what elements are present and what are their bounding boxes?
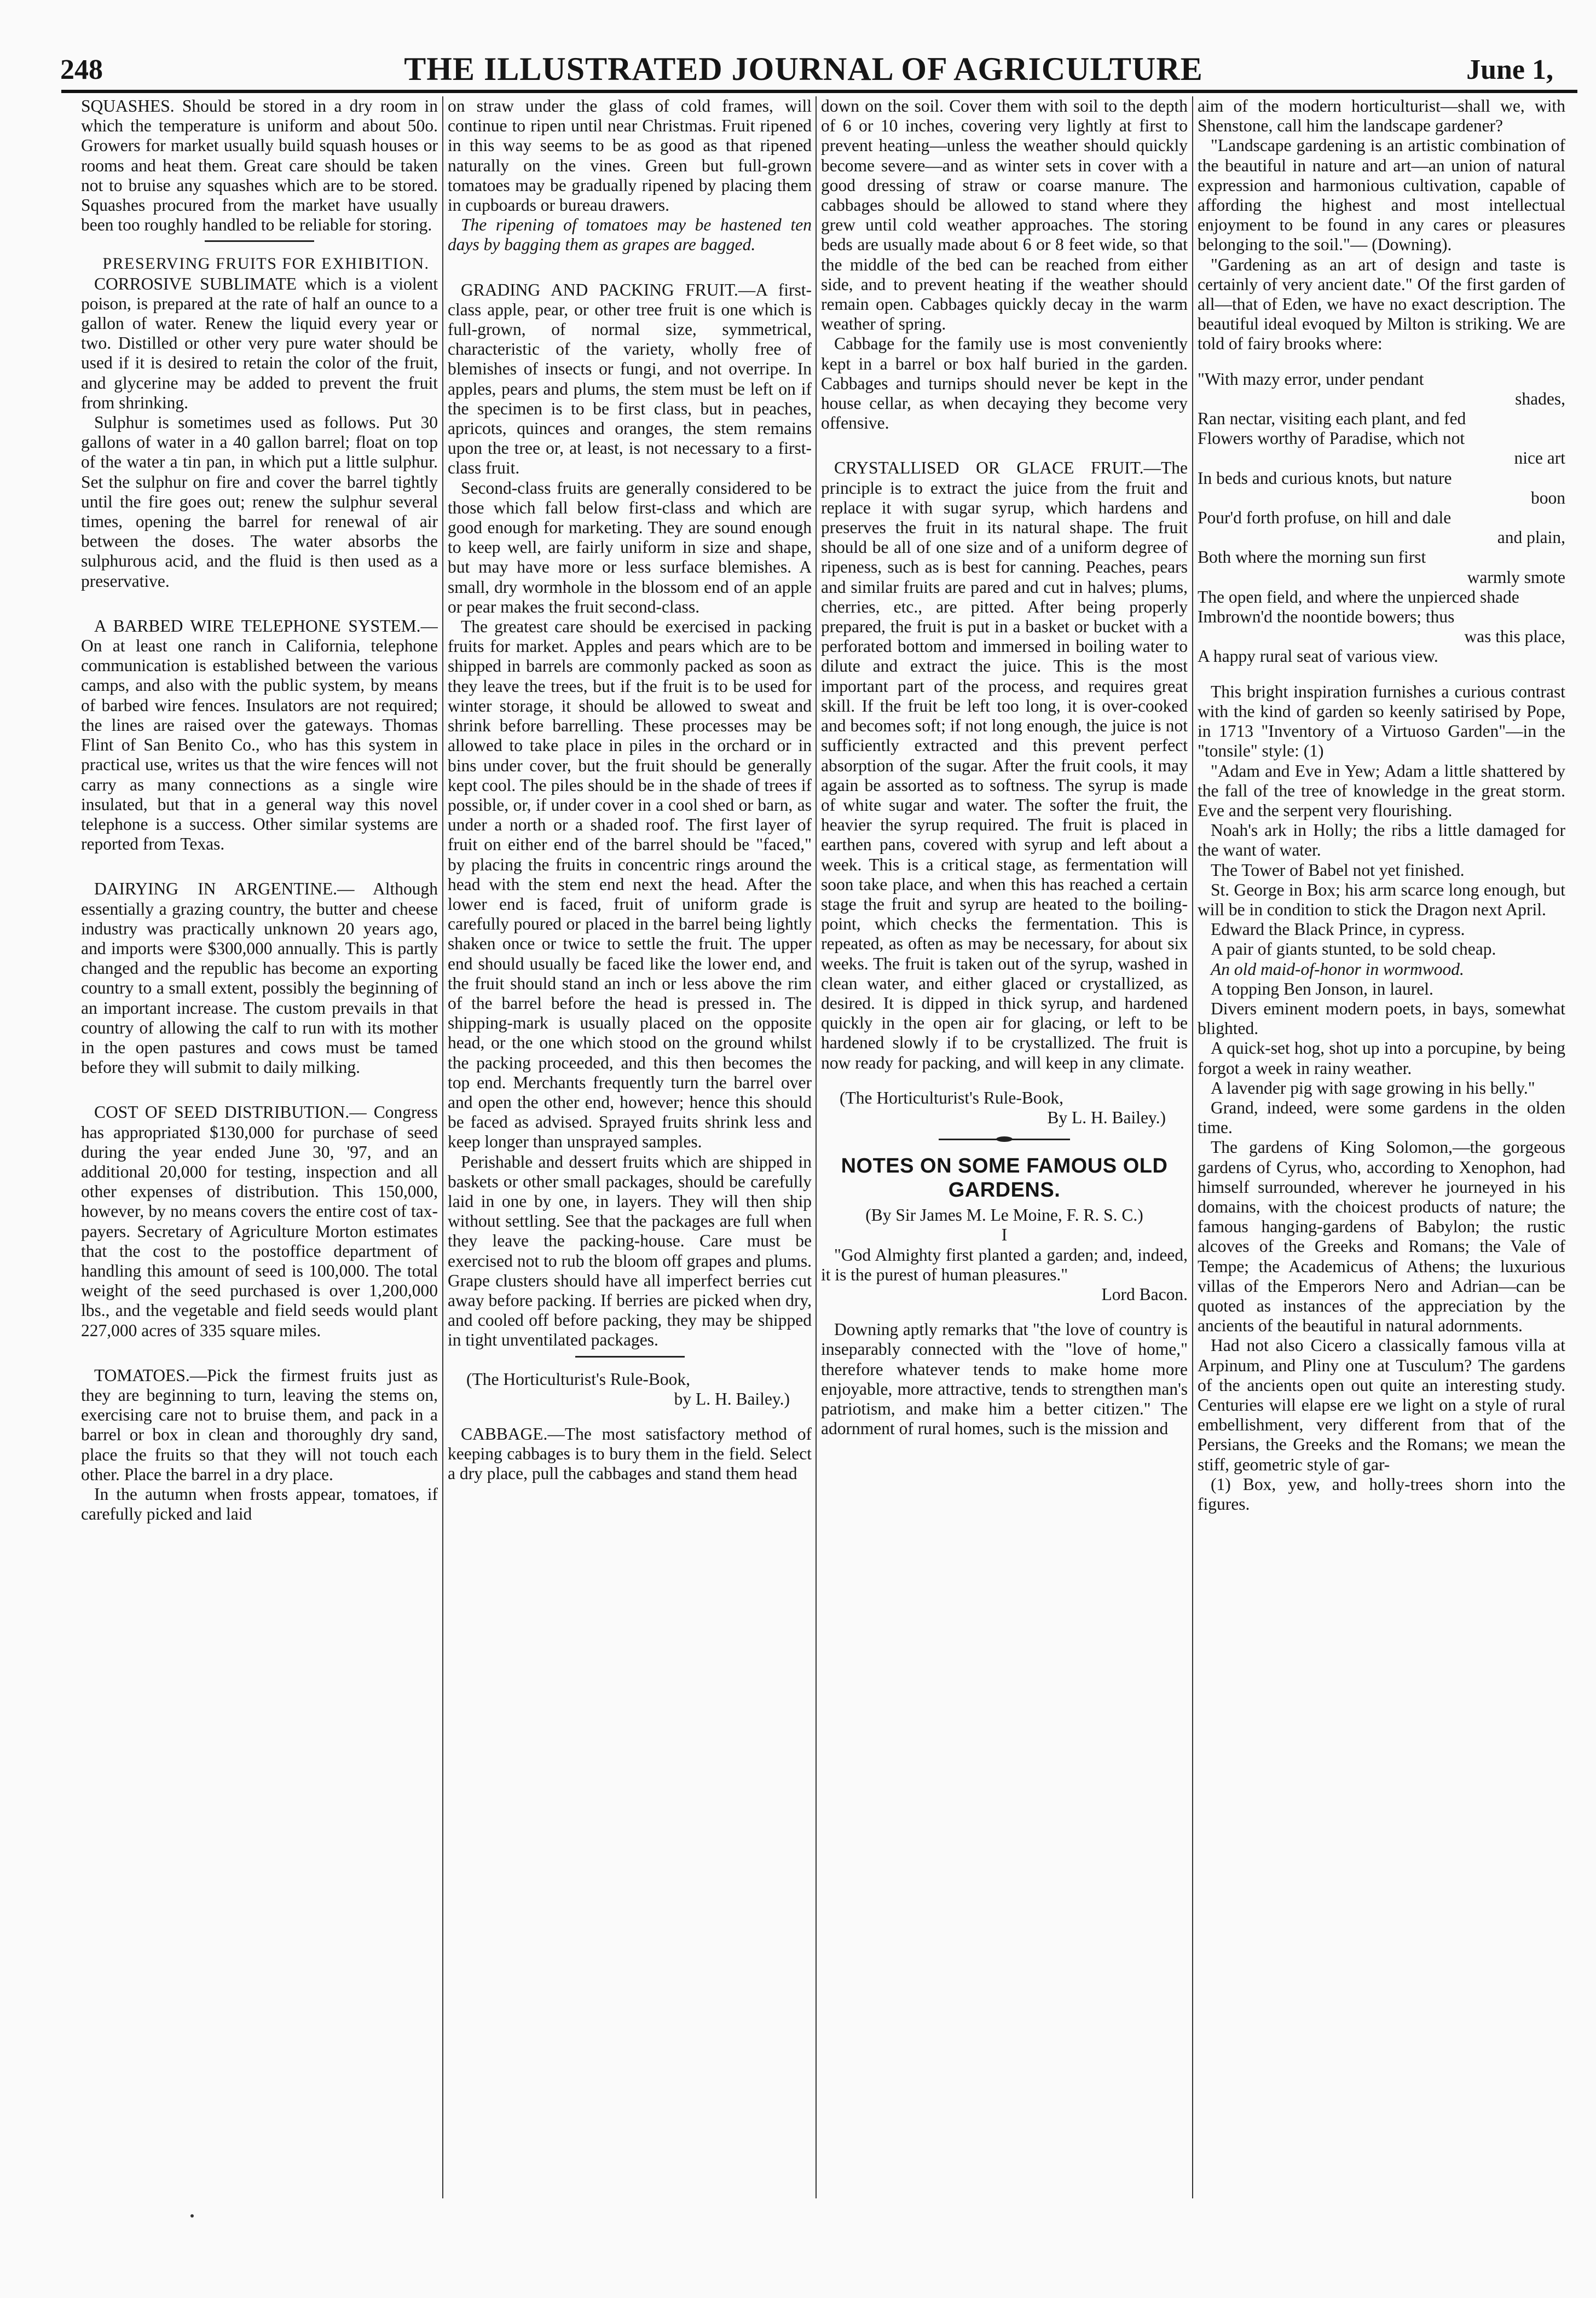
article-tomatoes-p2: In the autumn when frosts appear, tomatoes, if carefully picked and laid	[81, 1485, 438, 1524]
article-cabbage-cont: down on the soil. Cover them with soil to the depth of 6 or 10 inches, covering very lightly at first to prevent heating—unless the weather should quickly become severe—and as winter sets in cover with a good dressing of straw or coarse manure. The cabbages should be allowed to stand where they grew until cold weather approaches. The storing beds are usually made about 6 or 8 feet wide, so that the middle of the bed can be reached from either side, and to prevent heating if the weather should remain open. Cabbages quickly decay in the warm weather of spring.	[821, 96, 1188, 334]
inventory-item: Edward the Black Prince, in cypress.	[1211, 920, 1465, 939]
article-tomatoes-cont: on straw under the glass of cold frames, will continue to ripen until near Christmas. Fruit ripened in this way seems to be as good as that ripened naturally on the vines. Green but full-grown tomatoes may be gradually ripened by placing them in cupboards or bureau drawers.	[448, 96, 812, 215]
ornamental-separator	[939, 1138, 1070, 1141]
byline: (By Sir James M. Le Moine, F. R. S. C.)	[865, 1205, 1143, 1225]
source-citation-line2: By L. H. Bailey.)	[1047, 1107, 1166, 1127]
article-grading-p4: Perishable and dessert fruits which are shipped in baskets or other small packages, should be carefully laid in one by one, in layers. They will then ship without settling. See that the packages are full when they leave the packing-house. Care must be exercised not to rub the bloom off grapes and plums. Grape clusters should have all imperfect berries cut away before packing. If berries are picked when dry, and cooled off before packing, they may be shipped in tight unventilated packages.	[448, 1152, 812, 1350]
inventory-item: A lavender pig with sage growing in his belly."	[1211, 1078, 1535, 1098]
poem-line: nice art	[1514, 448, 1565, 468]
inventory-item: "Adam and Eve in Yew; Adam a little shattered by the fall of the tree of knowledge in the great storm. Eve and the serpent very flourishing.	[1198, 761, 1565, 820]
paragraph-gardening: "Gardening as an art of design and taste is certainly of very ancient date." Of the first garden of all—that of Eden, we have no exact description. The beautiful ideal evoqued by Milton is striking. We are told of fairy brooks where:	[1198, 255, 1565, 354]
article-crystallised-fruit: CRYSTALLISED OR GLACE FRUIT.—The principle is to extract the juice from the fruit and replace it with sugar syrup, which hardens and preserves the fruit in its natural shape. The fruit should be all of one size and of a uniform degree of ripeness, such as is best for canning. Peaches, pears and similar fruits are pared and cut in halves; plums, cherries, etc., are pitted. After being properly prepared, the fruit is put in a basket or bucket with a perforated bottom and immersed in boiling water to dilute and extract the juice. This is the most important part of the process, and requires great skill. If the fruit be left too long, it is over-cooked and becomes soft; if not long enough, the juice is not sufficiently extracted and this prevent perfect absorption of the sugar. After the fruit cools, it may again be assorted as to softness. The syrup is made of white sugar and water. The softer the fruit, the heavier the syrup required. The fruit is placed in earthen pans, covered with syrup and left about a week. This is a critical stage, as fermentation will soon take place, and when this has reached a certain stage the fruit and syrup are heated to the boiling-point, which checks the fermentation. This is repeated, as often as may be necessary, for about six weeks. The fruit is taken out of the syrup, washed in clean water, and either glaced or crystallized, as desired. It is dipped in thick syrup, and hardened quickly in the open air for glacing, or left to be hardened slowly if to be crystallized. The fruit is now ready for packing, and will keep in any climate.	[821, 458, 1188, 1072]
inventory-item: A quick-set hog, shot up into a porcupine, by being forgot a week in rainy weather.	[1198, 1038, 1565, 1078]
page-number: 248	[60, 54, 103, 85]
column-2	[448, 96, 812, 2209]
column-1	[81, 96, 438, 2209]
paragraph-aim: aim of the modern horticulturist—shall we, with Shenstone, call him the landscape gardener?	[1198, 96, 1565, 136]
source-citation-line2: by L. H. Bailey.)	[674, 1389, 790, 1408]
poem-line: and plain,	[1497, 528, 1565, 547]
article-grading-p2: Second-class fruits are generally considered to be those which fall below first-class and which are good enough for marketing. They are sound enough to keep well, are fairly uniform in size and shape, but may have more or less surface blemishes. A small, dry wormhole in the blossom end of an apple or pear makes the fruit second-class.	[448, 478, 812, 616]
poem-line: Imbrown'd the noontide bowers; thus	[1198, 607, 1455, 627]
article-barbed-wire-telephone: A BARBED WIRE TELEPHONE SYSTEM.—On at least one ranch in California, telephone communication is established between the various camps, and also with the public system, by means of barbed wire fences. Insulators are not required; the lines are raised over the gateways. Thomas Flint of San Benito Co., who has this system in practical use, writes us that the wire fences will not carry as many connections as a single wire insulated, but that in a general way this novel telephone is a success. Other similar systems are reported from Texas.	[81, 616, 438, 854]
journal-title: THE ILLUSTRATED JOURNAL OF AGRICULTURE	[404, 51, 1203, 87]
column-4	[1198, 96, 1565, 2209]
article-preserving-p1: CORROSIVE SUBLIMATE which is a violent poison, is prepared at the rate of half an ounce to a gallon of water. Renew the liquid every year or two. Distilled or other very pure water should be used if it is desired to retain the color of the fruit, and glycerine may be added to prevent the fruit from shrinking.	[81, 274, 438, 412]
inventory-item: The Tower of Babel not yet finished.	[1211, 860, 1465, 880]
issue-date: June 1,	[1466, 54, 1553, 85]
poem-line: The open field, and where the unpierced shade	[1198, 587, 1519, 607]
separator	[205, 240, 314, 242]
paragraph-grand: Grand, indeed, were some gardens in the olden time.	[1198, 1098, 1565, 1138]
column-3	[821, 96, 1188, 2209]
column-divider	[442, 96, 443, 2198]
poem-line: Both where the morning sun first	[1198, 547, 1426, 567]
inventory-item: An old maid-of-honor in wormwood.	[1211, 959, 1464, 979]
paragraph-cicero: Had not also Cicero a classically famous villa at Arpinum, and Pliny one at Tusculum? The gardens of the ancients open out quite an interesting study. Centuries will elapse ere we light on a style of rural embellishment, very different from that of the Persians, the Greeks and the Romans; we mean the stiff, geometric style of gar-	[1198, 1336, 1565, 1474]
article-cabbage: CABBAGE.—The most satisfactory method of keeping cabbages is to bury them in the field. Select a dry place, pull the cabbages and stand them head	[448, 1424, 812, 1483]
inventory-list	[1198, 761, 1565, 1098]
inventory-item: St. George in Box; his arm scarce long enough, but will be in condition to stick the Dragon next April.	[1198, 880, 1565, 919]
paragraph-landscape: "Landscape gardening is an artistic combination of the beautiful in nature and art—an union of natural expression and harmonious cultivation, capable of affording the highest and most intellectual enjoyment to be found in any cares or pleasures belonging to the soil."— (Downing).	[1198, 136, 1565, 255]
heading-preserving-fruits: PRESERVING FRUITS FOR EXHIBITION.	[102, 255, 430, 273]
article-cabbage-p2: Cabbage for the family use is most conveniently kept in a barrel or box half buried in the garden. Cabbages and turnips should never be kept in the house cellar, as when decaying they become very offensive.	[821, 334, 1188, 433]
poem-line: In beds and curious knots, but nature	[1198, 468, 1452, 488]
paragraph-pope: This bright inspiration furnishes a curious contrast with the kind of garden so keenly satirised by Pope, in 1713 "Inventory of a Virtuoso Garden"—in the "tonsile" style: (1)	[1198, 682, 1565, 761]
poem-line: A happy rural seat of various view.	[1198, 646, 1438, 666]
page-header	[32, 50, 1575, 90]
article-seed-distribution: COST OF SEED DISTRIBUTION.— Congress has appropriated $130,000 for purchase of seed during the year ended June 30, '97, and an additional 20,000 for testing, inspection and all other expenses of distribution. This 150,000, however, by no means covers the entire cost of tax-payers. Secretary of Agriculture Morton estimates that the cost to the postoffice department of handling this amount of seed is 100,000. The total weight of the seed purchased is over 1,200,000 lbs., and the vegetable and field seeds would plant 227,000 acres of 335 square miles.	[81, 1102, 438, 1340]
epigraph-quote: "God Almighty first planted a garden; and, indeed, it is the purest of human pleasures."	[821, 1245, 1188, 1284]
column-divider	[1192, 96, 1193, 2198]
source-citation-line1: (The Horticulturist's Rule-Book,	[466, 1369, 690, 1389]
article-dairying-argentine: DAIRYING IN ARGENTINE.— Although essentially a grazing country, the butter and cheese industry was practically unknown 20 years ago, and imports were $300,000 annually. This is partly changed and the republic has become an exporting country to a small extent, possibly the beginning of an important increase. The custom prevails in that country of allowing the calf to run with its mother in the open pastures and cows must be tamed before they will submit to daily milking.	[81, 879, 438, 1077]
poem-line: "With mazy error, under pendant	[1198, 369, 1424, 389]
article-squashes: SQUASHES. Should be stored in a dry room in which the temperature is uniform and about 50o. Growers for market usually build squash houses or rooms and heat them. Great care should be taken not to bruise any squashes which are to be stored. Squashes procured from the market have usually been too roughly handled to be reliable for storing.	[81, 96, 438, 235]
article-tomatoes-p1: TOMATOES.—Pick the firmest fruits just as they are beginning to turn, leaving the stems on, exercising care not to bruise them, and pack in a barrel or box in clean and thoroughly dry sand, place the fruits so that they will not touch each other. Place the barrel in a dry place.	[81, 1365, 438, 1484]
article-tomatoes-italic: The ripening of tomatoes may be hastened ten days by bagging them as grapes are bagged.	[448, 215, 812, 255]
article-downing: Downing aptly remarks that "the love of country is inseparably connected with the "love of home," therefore whatever tends to make home more enjoyable, more attractive, tends to strengthen man's patriotism, and make him a better citizen." The adornment of rural homes, such is the mission and	[821, 1320, 1188, 1439]
poem-line: shades,	[1515, 389, 1565, 408]
article-grading-p1: GRADING AND PACKING FRUIT.—A first-class apple, pear, or other tree fruit is one which is full-grown, of normal size, symmetrical, characteristic of the variety, wholly free of blemishes of insects or fungi, and not overripe. In apples, pears and plums, the stem must be left on if the specimen is to be first class, but in peaches, apricots, quinces and oranges, the stem remains upon the tree or, at least, is not necessary to a first-class fruit.	[448, 280, 812, 478]
section-numeral: I	[1001, 1225, 1008, 1245]
inventory-item: A pair of giants stunted, to be sold cheap.	[1211, 939, 1496, 959]
poem-line: Ran nectar, visiting each plant, and fed	[1198, 409, 1466, 429]
inventory-item: Divers eminent modern poets, in bays, somewhat blighted.	[1198, 998, 1565, 1038]
paragraph-solomon: The gardens of King Solomon,—the gorgeous gardens of Cyrus, who, according to Xenophon, had himself surrounded, wherever he journeyed in his domains, with the choicest products of nature; the famous hanging-gardens of Babylon; the rustic alcoves of the Greeks and Romans; the Vale of Tempe; the Academicus of Athens; the luxurious villas of the Emperors Nero and Adrian—can be quoted as instances of the appreciation by the ancients of the beautiful in natural adornments.	[1198, 1138, 1565, 1336]
poem-line: Pour'd forth profuse, on hill and dale	[1198, 508, 1452, 528]
milton-poem	[1198, 369, 1565, 667]
poem-line: boon	[1531, 488, 1565, 507]
source-citation-line1: (The Horticulturist's Rule-Book,	[840, 1088, 1063, 1107]
inventory-item: A topping Ben Jonson, in laurel.	[1211, 979, 1433, 998]
epigraph-attribution: Lord Bacon.	[1101, 1284, 1188, 1304]
article-grading-p3: The greatest care should be exercised in packing fruits for market. Apples and pears which are to be shipped in barrels are commonly packed as soon as they leave the trees, but if the fruit is to be used for winter storage, it should be allowed to sweat and shrink before barrelling. These processes may be allowed to take place in piles in the orchard or in bins under cover, but the fruit should be generally kept cool. The piles should be in the shade of trees if possible, or, if under cover in a cool shed or barn, as under a north or a shaded roof. The first layer of fruit on either end of the barrel should be "faced," by placing the fruits in concentric rings around the head with the stem end next the head. After the lower end is faced, fruit of uniform grade is carefully poured or placed in the barrel being lightly shaken once or twice to settle the fruit. The upper end should usually be faced like the lower end, and the fruit should stand an inch or less above the rim of the barrel before the head is pressed in. The shipping-mark is usually placed on the opposite head, or the one which stood on the ground whilst the packing proceeded, and this then becomes the top end. Merchants frequently turn the barrel over and open the other end, however; hence this should be faced as advised. Sprayed fruits shrink less and keep longer than unsprayed samples.	[448, 617, 812, 1152]
article-title-famous-gardens: NOTES ON SOME FAMOUS OLD GARDENS.	[841, 1154, 1168, 1202]
page-speck	[190, 2214, 194, 2218]
footnote: (1) Box, yew, and holly-trees shorn into the figures.	[1198, 1474, 1565, 1514]
article-preserving-p2: Sulphur is sometimes used as follows. Put 30 gallons of water in a 40 gallon barrel; float on top of the water a tin pan, in which put a little sulphur. Set the sulphur on fire and cover the barrel tightly until the fire goes out; renew the sulphur several times, opening the barrel for renewal of air between the doses. The water absorbs the sulphurous acid, and the fluid is then used as a preservative.	[81, 413, 438, 591]
column-divider	[816, 96, 817, 2198]
header-rule	[61, 90, 1577, 93]
separator	[575, 1356, 685, 1358]
poem-line: Flowers worthy of Paradise, which not	[1198, 429, 1465, 448]
poem-line: warmly smote	[1467, 567, 1565, 587]
poem-line: was this place,	[1464, 627, 1565, 646]
inventory-item: Noah's ark in Holly; the ribs a little damaged for the want of water.	[1198, 821, 1565, 860]
